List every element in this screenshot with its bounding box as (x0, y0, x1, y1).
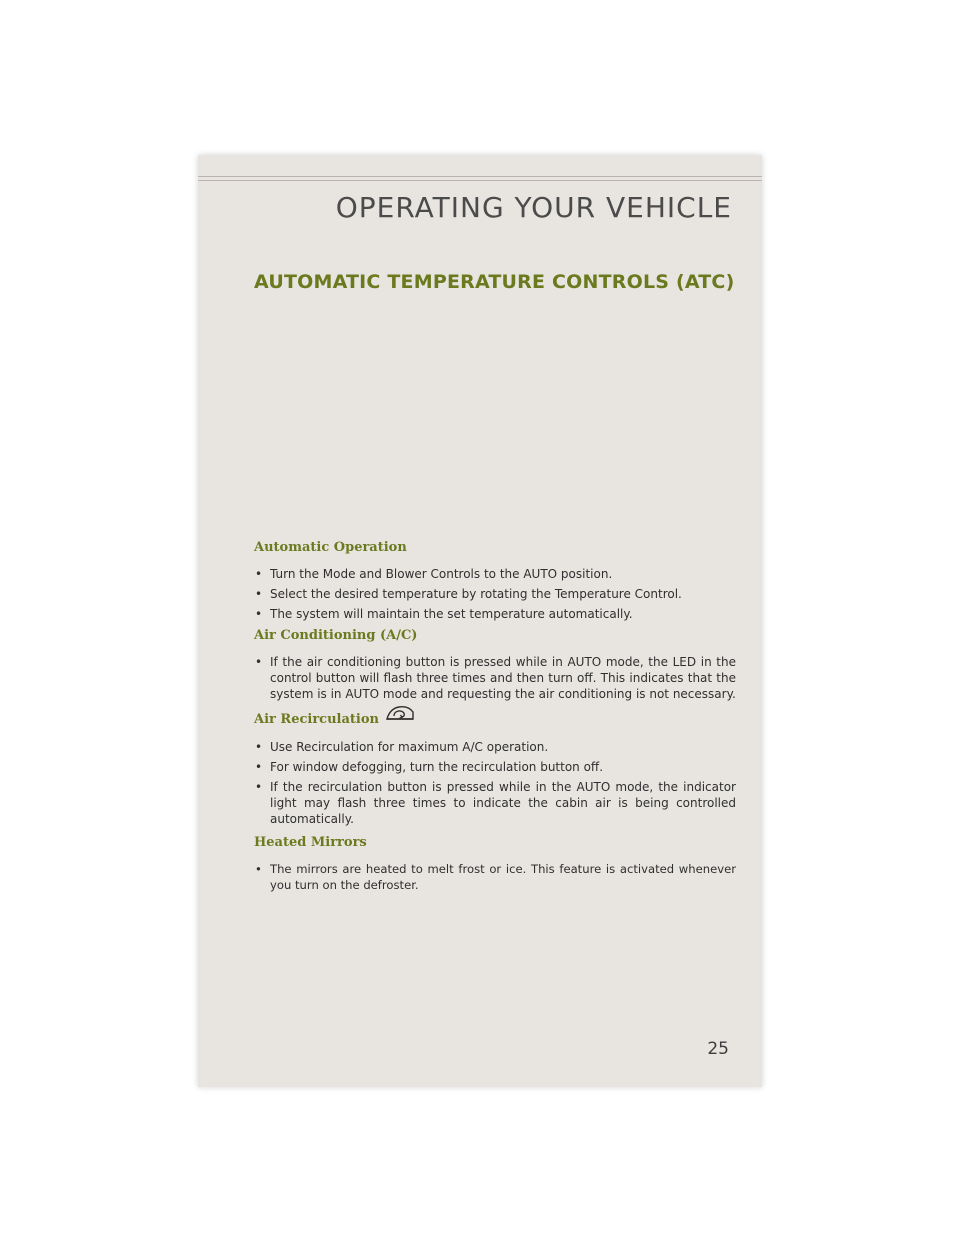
air-conditioning-heading: Air Conditioning (A/C) (254, 628, 418, 643)
heated-mirrors-heading: Heated Mirrors (254, 835, 367, 850)
list-item: • The mirrors are heated to melt frost or ice. This feature is activated whenever you turn on the defroster. (254, 861, 736, 893)
air-recirculation-heading: Air Recirculation (254, 711, 379, 727)
list-item: • Select the desired temperature by rotating the Temperature Control. (254, 586, 736, 602)
running-header: OPERATING YOUR VEHICLE (335, 191, 732, 224)
recirculation-icon (385, 702, 415, 728)
automatic-operation-list (254, 566, 736, 622)
air-recirculation-header (254, 710, 736, 728)
section-content (254, 540, 736, 893)
list-item: • The system will maintain the set temperature automatically. (254, 606, 736, 622)
list-item: • For window defogging, turn the recirculation button off. (254, 759, 736, 775)
manual-page (198, 155, 762, 1087)
automatic-operation-heading: Automatic Operation (254, 540, 407, 555)
list-item: • If the recirculation button is pressed while in the AUTO mode, the indicator light may flash three times to indicate the cabin air is being controlled automatically. (254, 779, 736, 827)
heated-mirrors-list (254, 861, 736, 893)
air-recirculation-list (254, 739, 736, 827)
list-item: • Turn the Mode and Blower Controls to the AUTO position. (254, 566, 736, 582)
section-title: AUTOMATIC TEMPERATURE CONTROLS (ATC) (254, 271, 735, 293)
header-rule-bottom (198, 180, 762, 181)
header-rule-top (198, 176, 762, 177)
list-item: • Use Recirculation for maximum A/C operation. (254, 739, 736, 755)
air-conditioning-list (254, 654, 736, 702)
page-number: 25 (707, 1039, 729, 1059)
list-item: • If the air conditioning button is pressed while in AUTO mode, the LED in the control button will flash three times and then turn off. This indicates that the system is in AUTO mode and requesting the air conditioning is not necessary. (254, 654, 736, 702)
